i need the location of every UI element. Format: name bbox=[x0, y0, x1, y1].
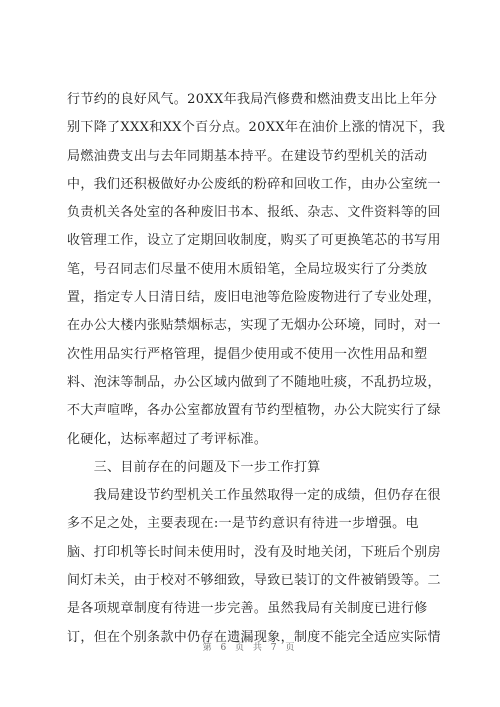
text-line: 收管理工作，设立了定期回收制度，购买了可更换笔芯的书写用 bbox=[67, 233, 441, 249]
text-line: 是各项规章制度有待进一步完善。虽然我局有关制度已进行修 bbox=[67, 601, 428, 617]
text-line: 中，我们还积极做好办公废纸的粉碎和回收工作，由办公室统一 bbox=[67, 176, 441, 192]
text-line: 在办公大楼内张贴禁烟标志，实现了无烟办公环境，同时，对一 bbox=[67, 318, 441, 334]
text-line: 局燃油费支出与去年同期基本持平。在建设节约型机关的活动 bbox=[67, 148, 428, 164]
text-line: 化硬化，达标率超过了考评标准。 bbox=[67, 431, 268, 447]
body-text bbox=[67, 86, 446, 652]
text-line: 料、泡沫等制品，办公区域内做到了不随地吐痰，不乱扔垃圾， bbox=[67, 374, 441, 390]
text-line: 我局建设节约型机关工作虽然取得一定的成绩，但仍存在很 bbox=[67, 488, 441, 504]
text-line: 笔，号召同志们尽量不使用木质铅笔，全局垃圾实行了分类放 bbox=[67, 261, 428, 277]
page-number-footer: 第 6 页 共 7 页 bbox=[202, 643, 298, 653]
section-heading: 三、目前存在的问题及下一步工作打算 bbox=[67, 459, 321, 475]
text-line: 间灯未关，由于校对不够细致，导致已装订的文件被销毁等。二 bbox=[67, 573, 441, 589]
text-line: 别下降了XXX和XX个百分点。20XX年在油价上涨的情况下，我 bbox=[67, 120, 446, 136]
text-line: 多不足之处，主要表现在:一是节约意识有待进一步增强。电 bbox=[67, 516, 419, 532]
text-line: 负责机关各处室的各种废旧书本、报纸、杂志、文件资料等的回 bbox=[67, 205, 441, 221]
text-line: 不大声喧哗，各办公室都放置有节约型植物，办公大院实行了绿 bbox=[67, 403, 441, 419]
text-line: 脑、打印机等长时间未使用时，没有及时地关闭，下班后个别房 bbox=[67, 544, 441, 560]
text-line: 置，指定专人日清日结，废旧电池等危险废物进行了专业处理， bbox=[67, 290, 441, 306]
text-line: 行节约的良好风气。20XX年我局汽修费和燃油费支出比上年分 bbox=[67, 92, 438, 107]
text-line: 订，但在个别条款中仍存在遗漏现象，制度不能完全适应实际情 bbox=[67, 629, 441, 645]
text-line: 次性用品实行严格管理，提倡少使用或不使用一次性用品和塑 bbox=[67, 346, 428, 362]
